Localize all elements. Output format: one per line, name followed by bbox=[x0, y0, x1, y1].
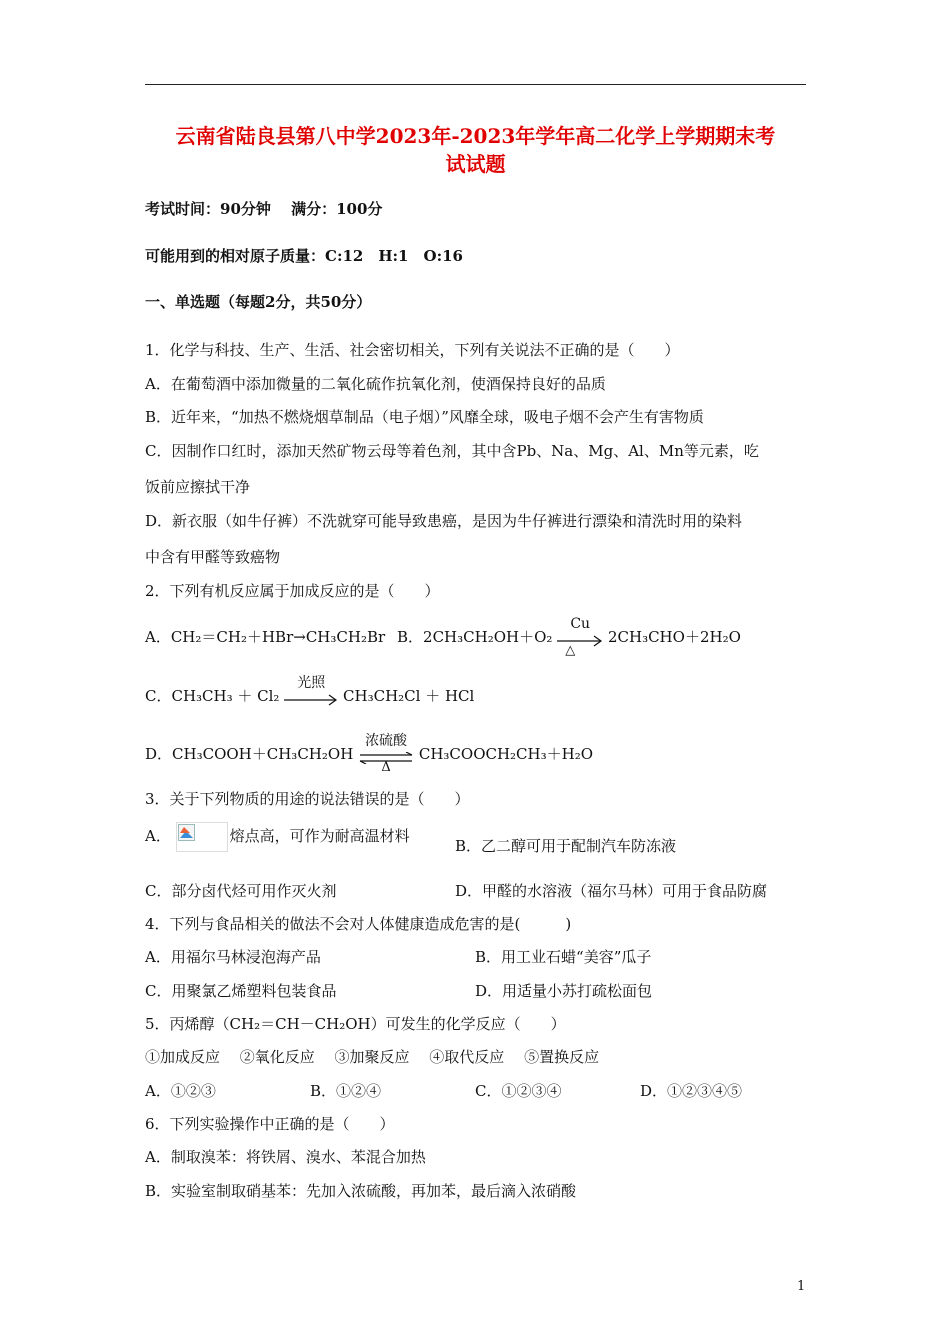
q1-option-c: C．因制作口红时，添加天然矿物云母等着色剂，其中含Pb、Na、Mg、Al、Mn等元素，吃 bbox=[145, 442, 759, 460]
page-number: 1 bbox=[797, 1279, 806, 1294]
q2-b-condition-bottom: △ bbox=[565, 643, 576, 658]
q3-option-d: D．甲醛的水溶液（福尔马林）可用于食品防腐 bbox=[455, 882, 768, 900]
q1-option-a: A．在葡萄酒中添加微量的二氧化硫作抗氧化剂，使酒保持良好的品质 bbox=[145, 375, 606, 393]
q2-c-reactants: C．CH₃CH₃ ＋ Cl₂ bbox=[145, 687, 280, 705]
section-heading: 一、单选题（每题2分，共50分） bbox=[145, 293, 372, 311]
q2-d-condition-top: 浓硫酸 bbox=[365, 733, 408, 749]
arrow-icon bbox=[284, 694, 338, 706]
q6-option-a: A．制取溴苯：将铁屑、溴水、苯混合加热 bbox=[145, 1148, 426, 1166]
q2-b-condition-top: Cu bbox=[570, 616, 591, 632]
q6-stem: 6．下列实验操作中正确的是（ ） bbox=[145, 1115, 395, 1133]
q2-option-d bbox=[145, 733, 594, 775]
q2-c-arrow bbox=[284, 675, 338, 703]
q5-option-d: D．①②③④⑤ bbox=[640, 1082, 743, 1100]
q2-stem: 2．下列有机反应属于加成反应的是（ ） bbox=[145, 582, 440, 600]
broken-image-icon bbox=[176, 822, 228, 852]
q3-stem: 3．关于下列物质的用途的说法错误的是（ ） bbox=[145, 790, 470, 808]
q3-a-prefix: A． bbox=[145, 827, 171, 845]
q5-option-a: A．①②③ bbox=[145, 1082, 216, 1100]
q2-c-condition: 光照 bbox=[297, 675, 326, 691]
q4-option-b: B．用工业石蜡“美容”瓜子 bbox=[475, 948, 652, 966]
q3-option-a bbox=[145, 822, 410, 852]
q3-option-c: C．部分卤代烃可用作灭火剂 bbox=[145, 882, 337, 900]
q5-stem: 5．丙烯醇（CH₂＝CH－CH₂OH）可发生的化学反应（ ） bbox=[145, 1015, 566, 1033]
q1-stem: 1．化学与科技、生产、生活、社会密切相关，下列有关说法不正确的是（ ） bbox=[145, 341, 680, 359]
q2-option-c bbox=[145, 675, 475, 706]
q6-option-b: B．实验室制取硝基苯：先加入浓硫酸，再加苯，最后滴入浓硝酸 bbox=[145, 1182, 577, 1200]
q4-option-d: D．用适量小苏打疏松面包 bbox=[475, 982, 653, 1000]
title-line-2: 试试题 bbox=[445, 152, 506, 176]
q2-option-b bbox=[397, 616, 741, 658]
q1-option-c-cont: 饭前应擦拭干净 bbox=[145, 478, 251, 496]
q4-option-c: C．用聚氯乙烯塑料包装食品 bbox=[145, 982, 337, 1000]
q5-option-c: C．①②③④ bbox=[475, 1082, 562, 1100]
q3-option-b: B．乙二醇可用于配制汽车防冻液 bbox=[455, 837, 677, 855]
q2-b-products: 2CH₃CHO＋2H₂O bbox=[607, 628, 741, 646]
q1-option-d-cont: 中含有甲醛等致癌物 bbox=[145, 548, 281, 566]
q3-a-text: 熔点高，可作为耐高温材料 bbox=[229, 827, 410, 845]
q4-stem: 4．下列与食品相关的做法不会对人体健康造成危害的是( ) bbox=[145, 915, 572, 933]
title-line-1: 云南省陆良县第八中学2023年-2023年学年高二化学上学期期末考 bbox=[175, 124, 776, 148]
q2-c-products: CH₃CH₂Cl ＋ HCl bbox=[343, 687, 475, 705]
header-rule bbox=[145, 84, 806, 85]
page-title bbox=[145, 122, 806, 178]
q1-option-b: B．近年来，“加热不燃烧烟草制品（电子烟）”风靡全球，吸电子烟不会产生有害物质 bbox=[145, 408, 704, 426]
q1-option-d: D．新衣服（如牛仔裤）不洗就穿可能导致患癌，是因为牛仔裤进行漂染和清洗时用的染料 bbox=[145, 512, 743, 530]
q2-d-reactants: D．CH₃COOH＋CH₃CH₂OH bbox=[145, 745, 354, 763]
q2-b-reactants: B．2CH₃CH₂OH＋O₂ bbox=[397, 628, 553, 646]
q2-d-products: CH₃COOCH₂CH₃＋H₂O bbox=[418, 745, 594, 763]
atomic-mass: 可能用到的相对原子质量：C:12 H:1 O:16 bbox=[145, 247, 463, 265]
q5-option-b: B．①②④ bbox=[310, 1082, 382, 1100]
q2-d-condition-bottom: Δ bbox=[381, 760, 391, 775]
q5-reaction-list: ①加成反应 ②氧化反应 ③加聚反应 ④取代反应 ⑤置换反应 bbox=[145, 1048, 600, 1066]
exam-info: 考试时间：90分钟 满分：100分 bbox=[145, 200, 383, 218]
q2-d-arrow bbox=[358, 733, 414, 775]
q2-b-arrow bbox=[557, 616, 603, 658]
q2-option-a: A．CH₂＝CH₂＋HBr→CH₃CH₂Br bbox=[145, 628, 386, 646]
q4-option-a: A．用福尔马林浸泡海产品 bbox=[145, 948, 321, 966]
